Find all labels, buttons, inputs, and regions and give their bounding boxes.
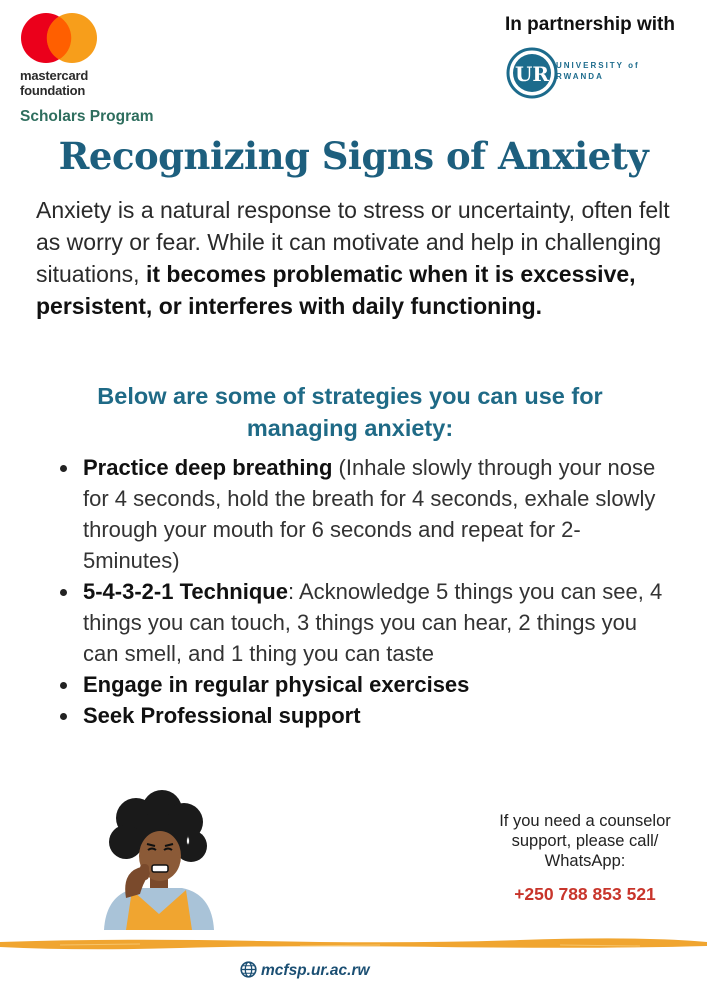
list-item — [56, 669, 666, 700]
list-item-title: Practice deep breathing — [83, 455, 333, 480]
partner-label: In partnership with — [505, 14, 675, 35]
university-name — [556, 60, 640, 82]
orange-divider — [0, 936, 707, 952]
globe-icon — [240, 961, 257, 978]
intro-bold-text: it becomes problematic when it is excessive, persistent, or interferes with daily functioning. — [36, 261, 636, 319]
bullet-icon — [60, 682, 67, 689]
list-item — [56, 452, 666, 576]
phone-number[interactable]: +250 788 853 521 — [514, 884, 656, 904]
counselor-support-text — [470, 811, 700, 871]
brand-line-1: mastercard — [20, 68, 89, 83]
university-line-1: UNIVERSITY of — [556, 61, 640, 70]
counselor-line-2: support, please call/ — [511, 832, 659, 850]
website-url: mcfsp.ur.ac.rw — [261, 962, 370, 979]
intro-text: Anxiety is a natural response to stress or uncertainty, often felt as worry or fear. While it can motivate and help in challenging situations, — [36, 197, 670, 287]
bullet-icon — [60, 589, 67, 596]
strategies-list — [56, 452, 666, 731]
university-of-rwanda-logo — [503, 40, 649, 106]
ur-initials: UR — [514, 62, 550, 86]
anxious-person-illustration — [96, 790, 222, 930]
mastercard-foundation-logo — [20, 10, 130, 100]
intro-paragraph — [36, 194, 686, 322]
list-item-text: (Inhale slowly through your nose for 4 seconds, hold the breath for 4 seconds, exhale slowly through your mouth for 6 seconds and repeat for 2-5minutes) — [83, 455, 656, 573]
list-item — [56, 576, 666, 669]
list-item-title: Engage in regular physical exercises — [83, 672, 470, 697]
page-title: Recognizing Signs of Anxiety — [58, 134, 649, 178]
mastercard-circles-icon — [20, 12, 100, 64]
list-item — [56, 700, 666, 731]
strategies-heading-line-1: Below are some of strategies you can use for — [97, 383, 603, 409]
brand-name — [20, 68, 88, 98]
website-link[interactable] — [240, 961, 370, 980]
strategies-heading-line-2: managing anxiety: — [246, 415, 454, 441]
list-item-title: Seek Professional support — [83, 703, 361, 728]
counselor-line-1: If you need a counselor — [499, 812, 671, 830]
strategies-heading — [40, 380, 660, 444]
list-item-title: 5-4-3-2-1 Technique — [83, 579, 288, 604]
university-line-2: RWANDA — [556, 72, 604, 81]
program-label: Scholars Program — [20, 108, 154, 125]
bullet-icon — [60, 713, 67, 720]
bullet-icon — [60, 465, 67, 472]
list-item-text: : Acknowledge 5 things you can see, 4 things you can touch, 3 things you can hear, 2 things you can smell, and 1 thing you can taste — [83, 579, 663, 666]
counselor-line-3: WhatsApp: — [544, 852, 626, 870]
brand-line-2: foundation — [20, 83, 86, 98]
